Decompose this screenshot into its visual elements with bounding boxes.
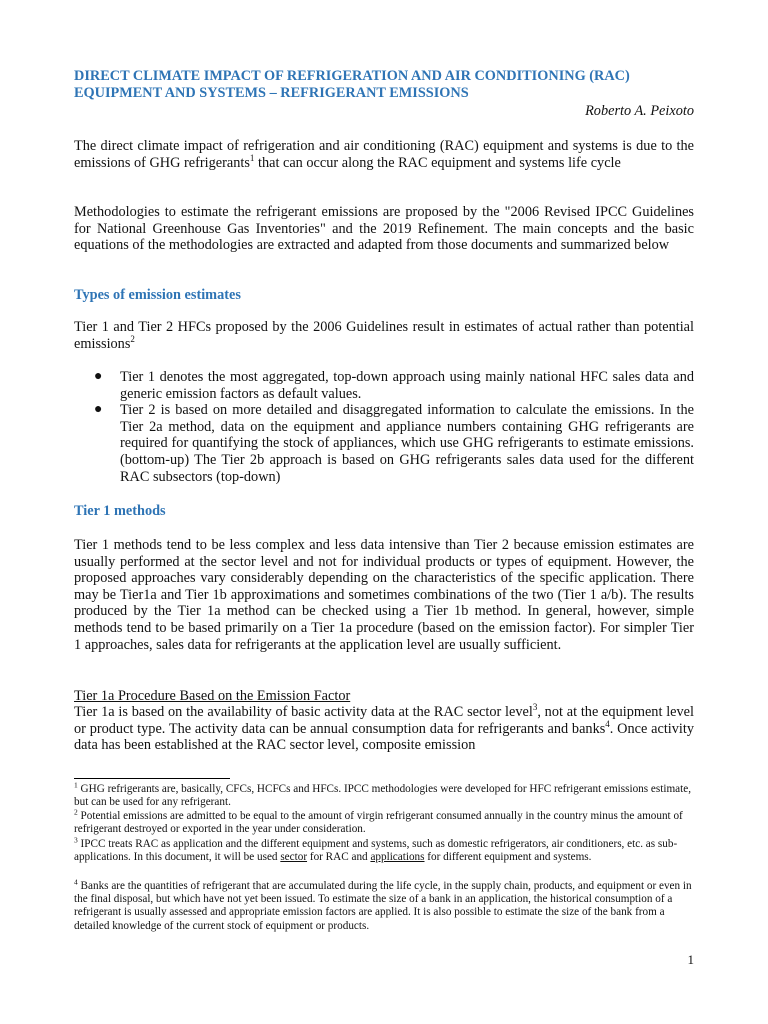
tier1a-paragraph — [74, 704, 694, 754]
footnote-ref-4[interactable]: 4 — [605, 718, 610, 729]
list-item — [74, 369, 694, 402]
footnote-text-4: Banks are the quantities of refrigerant that are accumulated during the life cycle, in the supply chain, products, and equipment or even in the final disposal, but which have not yet been issued. To estimate the size of a bank in an application, the historical consumption of a refrigerant is usually assessed and appropriate emission factors are applied. It is also possible to estimate the size of the bank from a detailed knowledge of the current stock of equipment or products. — [74, 880, 692, 932]
bullet-text-tier1: Tier 1 denotes the most aggregated, top-down approach using mainly national HFC sales data and generic emission factors as default values. — [120, 369, 694, 402]
footnote-ref-1[interactable]: 1 — [249, 152, 255, 163]
list-item — [74, 402, 694, 485]
bullet-icon: ● — [94, 369, 103, 384]
footnote-text-2: Potential emissions are admitted to be equal to the amount of virgin refrigerant consumed annually in the country minus the amount of refrigerant destroyed or exported in the year under consideration. — [74, 810, 683, 836]
footnote-term-applications: applications — [370, 851, 425, 864]
tier1a-subheading — [74, 688, 694, 705]
footnote-ref-2[interactable]: 2 — [130, 333, 135, 344]
tier1-paragraph: Tier 1 methods tend to be less complex and less data intensive than Tier 2 because emission estimates are usually performed at the sector level and not for individual products or types of equipment. However, the proposed approaches vary considerably depending on the characteristics of the specific application. There may be Tier1a and Tier 1b approximations and sometimes combinations of the two (Tier 1 a/b). The results produced by the Tier 1a method can be checked using a Tier 1b method. In general, however, simple methods tend to be based primarily on a Tier 1a procedure (based on the emission factor). For simpler Tier 1 approaches, sales data for refrigerants at the application level are usually sufficient. — [74, 537, 694, 653]
methodologies-paragraph: Methodologies to estimate the refrigerant emissions are proposed by the "2006 Revised IPCC Guidelines for National Greenhouse Gas Inventories" and the 2019 Refinement. The main concepts and the basic equations of the methodologies are extracted and adapted from those documents and summarized below — [74, 204, 694, 254]
footnote-num-1: 1 — [74, 780, 78, 790]
footnote-num-2: 2 — [74, 807, 78, 817]
tier1a-subheading-text: Tier 1a Procedure Based on the Emission Factor — [74, 688, 351, 704]
footnote-num-4: 4 — [74, 877, 78, 887]
bullet-icon: ● — [94, 402, 103, 418]
footnote-3 — [74, 835, 694, 864]
bullet-text-tier2: Tier 2 is based on more detailed and disaggregated information to calculate the emissions. In the Tier 2a method, data on the equipment and appliance numbers containing GHG refrigerants are required for quantifying the stock of appliances, which use GHG refrigerants to estimate emissions. (bottom-up) The Tier 2b approach is based on GHG refrigerants sales data used for the different RAC subsectors (top-down) — [120, 402, 694, 485]
footnote-text-3c: for different equipment and systems. — [424, 851, 592, 864]
intro-text-after: that can occur along the RAC equipment and systems life cycle — [254, 154, 621, 171]
intro-text: The direct climate impact of refrigeration and air conditioning (RAC) equipment and systems is due to the emissions of GHG refrigerants — [74, 138, 694, 171]
intro-paragraph — [74, 138, 694, 171]
footnote-term-sector: sector — [280, 851, 308, 864]
types-paragraph — [74, 319, 694, 352]
footnote-2 — [74, 807, 694, 836]
footnote-4 — [74, 877, 694, 933]
tier1a-text-1: Tier 1a is based on the availability of basic activity data at the RAC sector level — [74, 704, 533, 720]
tier1a-text-3: . Once activity data has been established at the RAC sector level, composite emission — [74, 720, 695, 754]
footnote-num-3: 3 — [74, 835, 78, 845]
author-name: Roberto A. Peixoto — [585, 103, 694, 119]
footnote-text-1: GHG refrigerants are, basically, CFCs, HCFCs and HFCs. IPCC methodologies were developed for HFC refrigerant emissions estimate, but can be used for any refrigerant. — [74, 783, 691, 809]
section-heading-tier1: Tier 1 methods — [74, 503, 166, 519]
section-heading-types: Types of emission estimates — [74, 287, 241, 303]
footnote-ref-3[interactable]: 3 — [532, 702, 538, 713]
tier-bullet-list — [74, 369, 694, 485]
document-title: DIRECT CLIMATE IMPACT OF REFRIGERATION AND AIR CONDITIONING (RAC) EQUIPMENT AND SYSTEMS – REFRIGERANT EMISSIONS — [74, 68, 630, 101]
footnote-text-3b: for RAC and — [307, 851, 371, 864]
tier1a-text-2: , not at the equipment level or product type. The activity data can be annual consumption data for refrigerants and banks — [74, 704, 694, 737]
footnote-divider — [74, 778, 230, 779]
page-number: 1 — [687, 952, 694, 967]
footnote-text-3a: IPCC treats RAC as application and the different equipment and systems, such as domestic refrigerators, air conditioners, etc. as sub-applications. In this document, it will be used — [74, 838, 678, 864]
types-text: Tier 1 and Tier 2 HFCs proposed by the 2006 Guidelines result in estimates of actual rather than potential emissions — [74, 319, 694, 352]
footnote-1 — [74, 780, 694, 809]
